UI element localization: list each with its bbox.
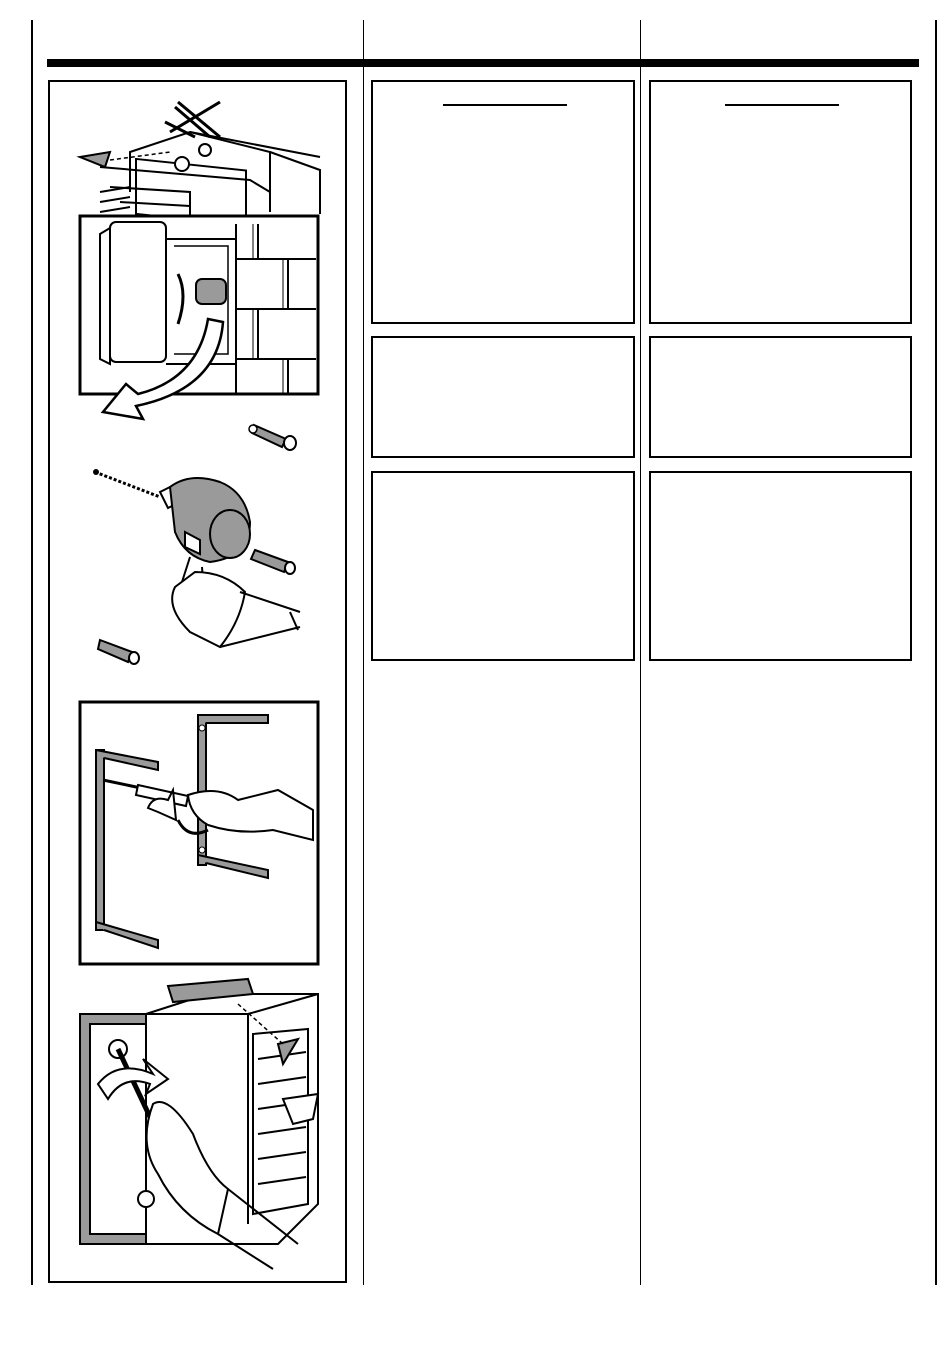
- text-panel-col2-2: [371, 336, 635, 458]
- text-panel-col3-3: [649, 471, 912, 661]
- heading-underline: [725, 104, 839, 106]
- wrench-tightening-unit-on-bracket-icon: [78, 974, 328, 1274]
- left-margin-rule: [31, 20, 33, 1285]
- wall-plug-icon: [248, 417, 308, 453]
- screwdriver-fixing-wall-brackets-icon: [78, 700, 322, 968]
- heading-underline: [443, 104, 567, 106]
- text-panel-col3-1: [649, 80, 912, 324]
- unit-top-mounting-bolt-removal-icon: [70, 92, 330, 222]
- right-margin-rule: [935, 20, 937, 1285]
- drill-and-wall-plugs-icon: [90, 462, 310, 692]
- column-divider-2: [640, 20, 641, 1285]
- header-rule: [47, 59, 919, 67]
- text-panel-col2-1: [371, 80, 635, 324]
- unit-removed-from-wall-bracket-icon: [78, 214, 322, 434]
- text-panel-col3-2: [649, 336, 912, 458]
- illustration-panel: [48, 80, 347, 1283]
- text-panel-col2-3: [371, 471, 635, 661]
- column-divider-1: [363, 20, 364, 1285]
